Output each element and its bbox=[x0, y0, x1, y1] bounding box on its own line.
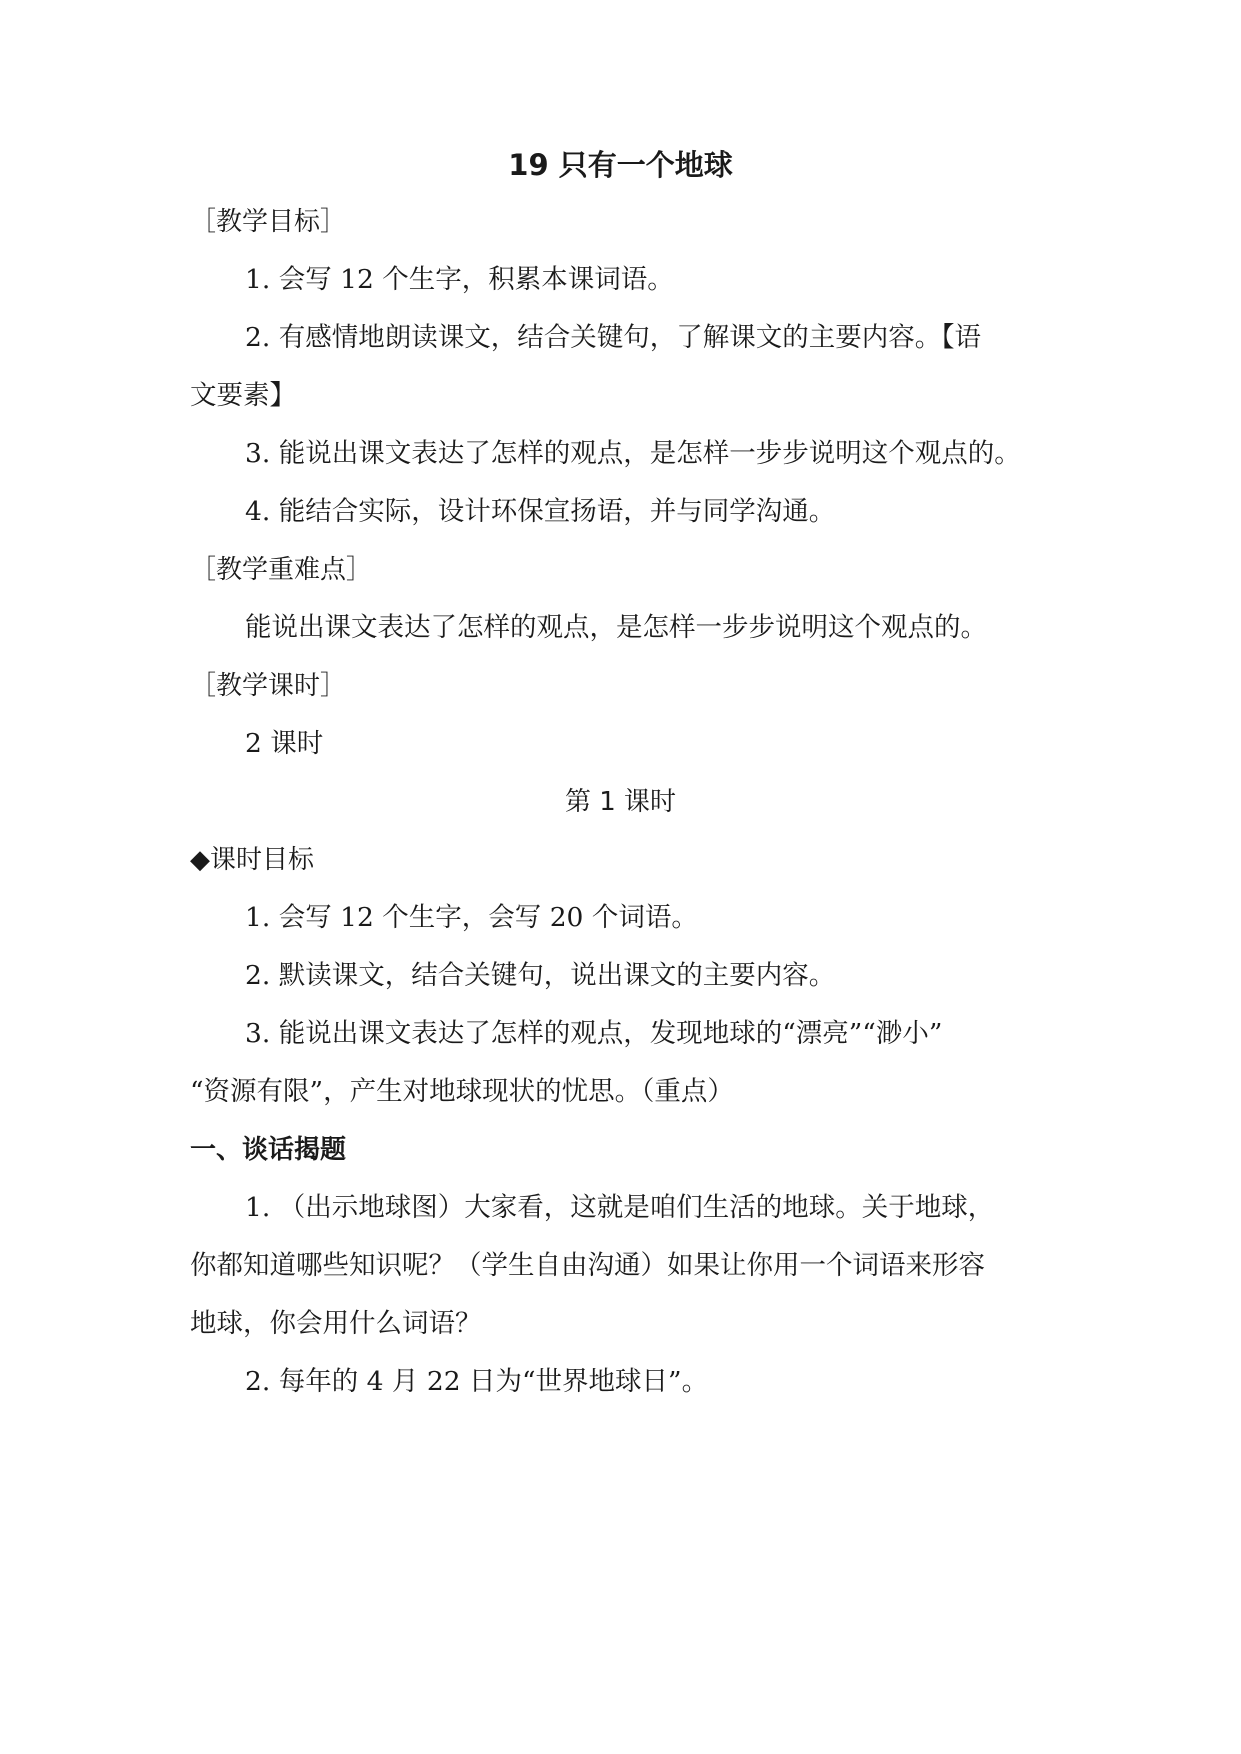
section1-paragraph-1: 1. （出示地球图）大家看，这就是咱们生活的地球。关于地球， bbox=[245, 1192, 995, 1223]
lesson1-goal-3: 3. 能说出课文表达了怎样的观点，发现地球的“漂亮”“渺小” bbox=[245, 1018, 943, 1049]
key-points-heading: ［教学重难点］ bbox=[190, 555, 373, 585]
lesson1-goal-1: 1. 会写 12 个生字，会写 20 个词语。 bbox=[245, 902, 698, 933]
teaching-goal-2: 2. 有感情地朗读课文，结合关键句，了解课文的主要内容。【语 bbox=[245, 322, 981, 353]
section1-heading: 一、谈话揭题 bbox=[190, 1135, 347, 1165]
class-hours-text: 2 课时 bbox=[245, 728, 324, 759]
section1-paragraph-1-line-2: 你都知道哪些知识呢？（学生自由沟通）如果让你用一个词语来形容 bbox=[190, 1250, 985, 1281]
teaching-goal-1: 1. 会写 12 个生字，积累本课词语。 bbox=[245, 264, 674, 295]
section1-paragraph-2: 2. 每年的 4 月 22 日为“世界地球日”。 bbox=[245, 1366, 709, 1397]
lesson1-goal-3-continued: “资源有限”，产生对地球现状的忧思。（重点） bbox=[190, 1076, 734, 1107]
document-title: 19 只有一个地球 bbox=[508, 148, 733, 182]
teaching-goal-4: 4. 能结合实际，设计环保宣扬语，并与同学沟通。 bbox=[245, 496, 836, 527]
teaching-goals-heading: ［教学目标］ bbox=[190, 207, 347, 237]
lesson1-goals-heading: ◆课时目标 bbox=[190, 845, 314, 875]
teaching-goal-3: 3. 能说出课文表达了怎样的观点，是怎样一步步说明这个观点的。 bbox=[245, 438, 1021, 469]
section1-paragraph-1-line-3: 地球，你会用什么词语？ bbox=[190, 1308, 482, 1339]
lesson1-title: 第 1 课时 bbox=[564, 787, 677, 817]
lesson1-goal-2: 2. 默读课文，结合关键句，说出课文的主要内容。 bbox=[245, 960, 836, 991]
class-hours-heading: ［教学课时］ bbox=[190, 671, 347, 701]
teaching-goal-2-continued: 文要素】 bbox=[190, 380, 296, 411]
key-points-text: 能说出课文表达了怎样的观点，是怎样一步步说明这个观点的。 bbox=[245, 612, 987, 643]
